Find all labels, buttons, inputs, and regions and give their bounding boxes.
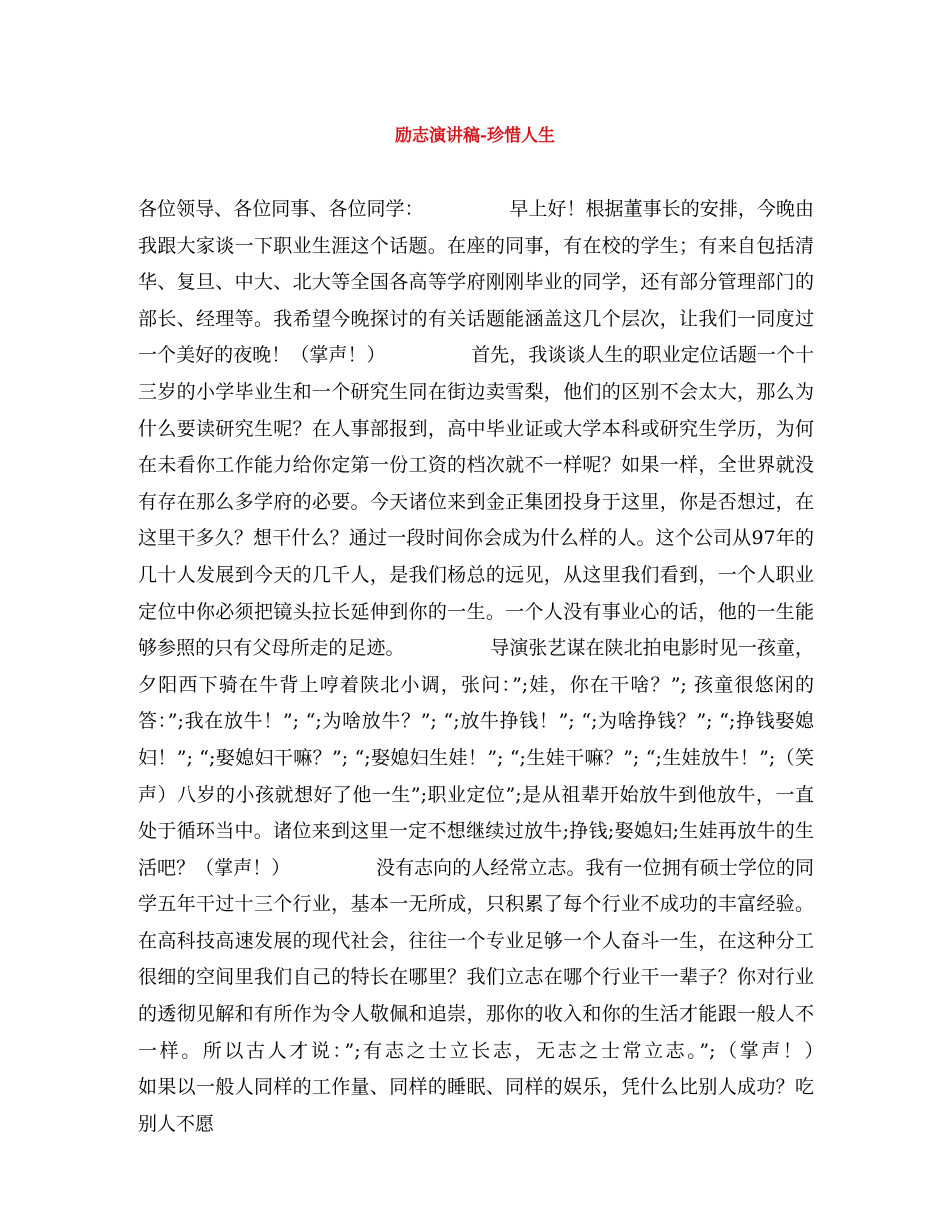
document-title: 励志演讲稿-珍惜人生 <box>394 126 556 146</box>
document-body: 各位领导、各位同事、各位同学： 早上好！根据董事长的安排，今晚由我跟大家谈一下职业生涯这个话题。在座的同事，有在校的学生；有来自包括清华、复旦、中大、北大等全国各高等学府刚刚毕业的同学，还有部分管理部门的部长、经理等。我希望今晚探讨的有关话题能涵盖这几个层次，让我们一同度过一个美好的夜晚！（掌声！） 首先，我谈谈人生的职业定位话题一个十三岁的小学毕业生和一个研究生同在街边卖雪梨，他们的区别不会太大，那么为什么要读研究生呢？在人事部报到，高中毕业证或大学本科或研究生学历，为何在未看你工作能力给你定第一份工资的档次就不一样呢？如果一样，全世界就没有存在那么多学府的必要。今天诸位来到金正集团投身于这里，你是否想过，在这里干多久？想干什么？通过一段时间你会成为什么样的人。这个公司从97年的几十人发展到今天的几千人，是我们杨总的远见，从这里我们看到，一个人职业定位中你必须把镜头拉长延伸到你的一生。一个人没有事业心的话，他的一生能够参照的只有父母所走的足迹。 导演张艺谋在陕北拍电影时见一孩童，夕阳西下骑在牛背上哼着陕北小调，张问：”;娃，你在干啥？”; 孩童很悠闲的答：”;我在放牛！”; “;为啥放牛？”; “;放牛挣钱！”; “;为啥挣钱？”; “;挣钱娶媳妇！”; “;娶媳妇干嘛？”; “;娶媳妇生娃！”; “;生娃干嘛？”; “;生娃放牛！”;（笑声）八岁的小孩就想好了他一生”;职业定位”;是从祖辈开始放牛到他放牛，一直处于循环当中。诸位来到这里一定不想继续过放牛;挣钱;娶媳妇;生娃再放牛的生活吧？（掌声！） 没有志向的人经常立志。我有一位拥有硕士学位的同学五年干过十三个行业，基本一无所成，只积累了每个行业不成功的丰富经验。在高科技高速发展的现代社会，往往一个专业足够一个人奋斗一生，在这种分工很细的空间里我们自己的特长在哪里？我们立志在哪个行业干一辈子？你对行业的透彻见解和有所作为令人敬佩和追崇，那你的收入和你的生活才能跟一般人不一样。所以古人才说：”;有志之士立长志，无志之士常立志。”;（掌声！） 如果以一般人同样的工作量、同样的睡眠、同样的娱乐，凭什么比别人成功？吃别人不愿 <box>138 198 910 1135</box>
